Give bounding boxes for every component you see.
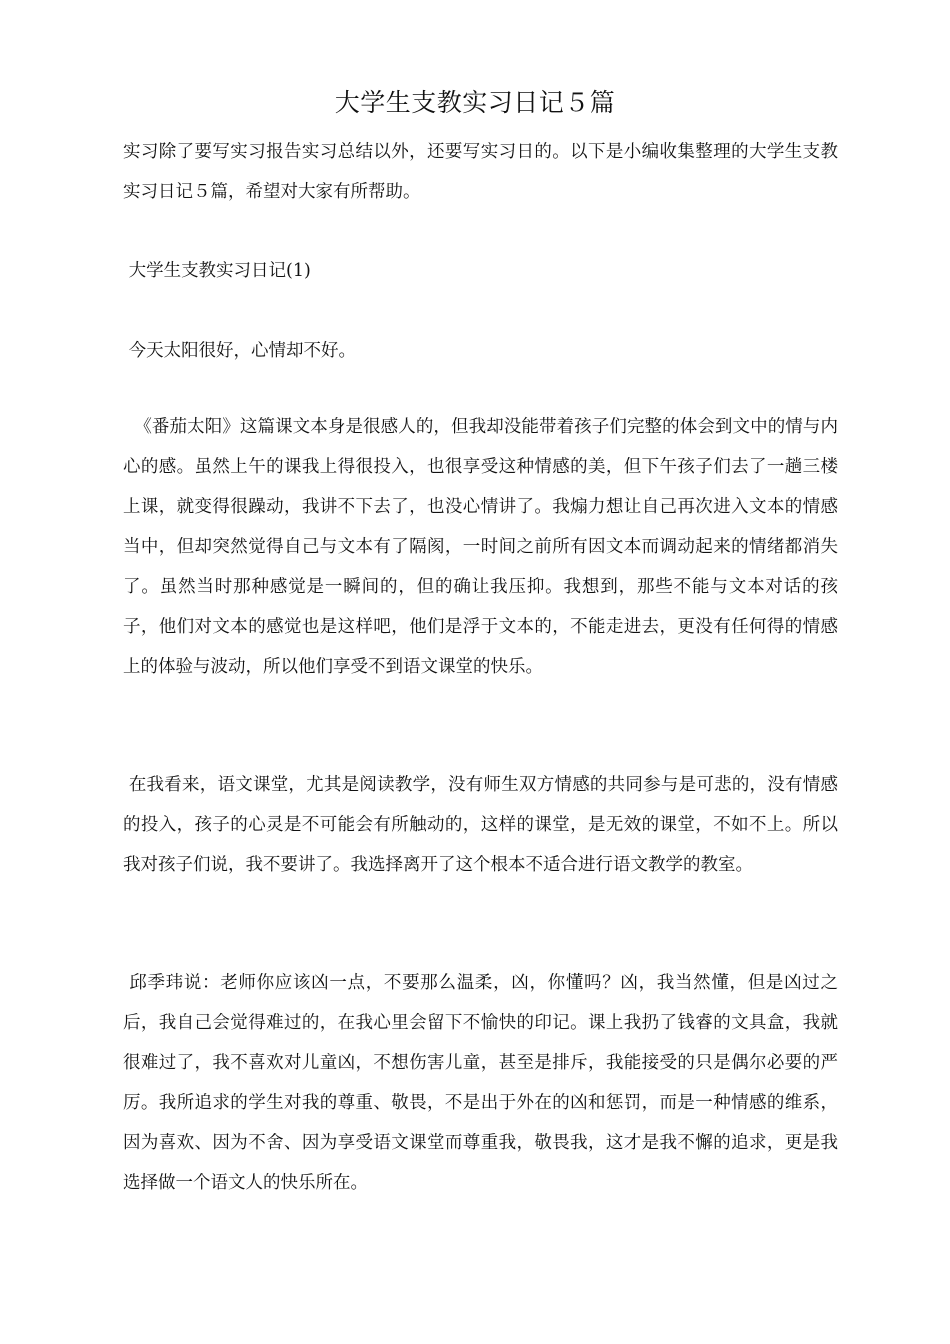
intro-paragraph: 实习除了要写实习报告实习总结以外，还要写实习日的。以下是小编收集整理的大学生支教实习日记５篇，希望对大家有所帮助。 [123, 142, 838, 202]
body-paragraph-2: 在我看来，语文课堂，尤其是阅读教学，没有师生双方情感的共同参与是可悲的，没有情感的投入，孩子的心灵是不可能会有所触动的，这样的课堂，是无效的课堂，不如不上。所以我对孩子们说，我不要讲了。我选择离开了这个根本不适合进行语文教学的教室。 [123, 775, 838, 875]
section-heading: 大学生支教实习日记(1) [123, 261, 311, 281]
body-paragraph-3: 邱季玮说：老师你应该凶一点，不要那么温柔，凶，你懂吗？凶，我当然懂，但是凶过之后，我自己会觉得难过的，在我心里会留下不愉快的印记。课上我扔了钱睿的文具盒，我就很难过了，我不喜欢对儿童凶，不想伤害儿童，甚至是排斥，我能接受的只是偶尔必要的严厉。我所追求的学生对我的尊重、敬畏，不是出于外在的凶和惩罚，而是一种情感的维系，因为喜欢、因为不舍、因为享受语文课堂而尊重我，敬畏我，这才是我不懈的追求，更是我选择做一个语文人的快乐所在。 [123, 973, 838, 1193]
mood-paragraph: 今天太阳很好，心情却不好。 [123, 341, 357, 361]
page-title: 大学生支教实习日记５篇 [334, 88, 616, 117]
body-paragraph-1: 《番茄太阳》这篇课文本身是很感人的，但我却没能带着孩子们完整的体会到文中的情与内心的感。虽然上午的课我上得很投入，也很享受这种情感的美，但下午孩子们去了一趟三楼上课，就变得很躁动，我讲不下去了，也没心情讲了。我煽力想让自己再次进入文本的情感当中，但却突然觉得自己与文本有了隔阂，一时间之前所有因文本而调动起来的情绪都消失了。虽然当时那种感觉是一瞬间的，但的确让我压抑。我想到，那些不能与文本对话的孩子，他们对文本的感觉也是这样吧，他们是浮于文本的，不能走进去，更没有任何得的情感上的体验与波动，所以他们享受不到语文课堂的快乐。 [123, 417, 838, 677]
